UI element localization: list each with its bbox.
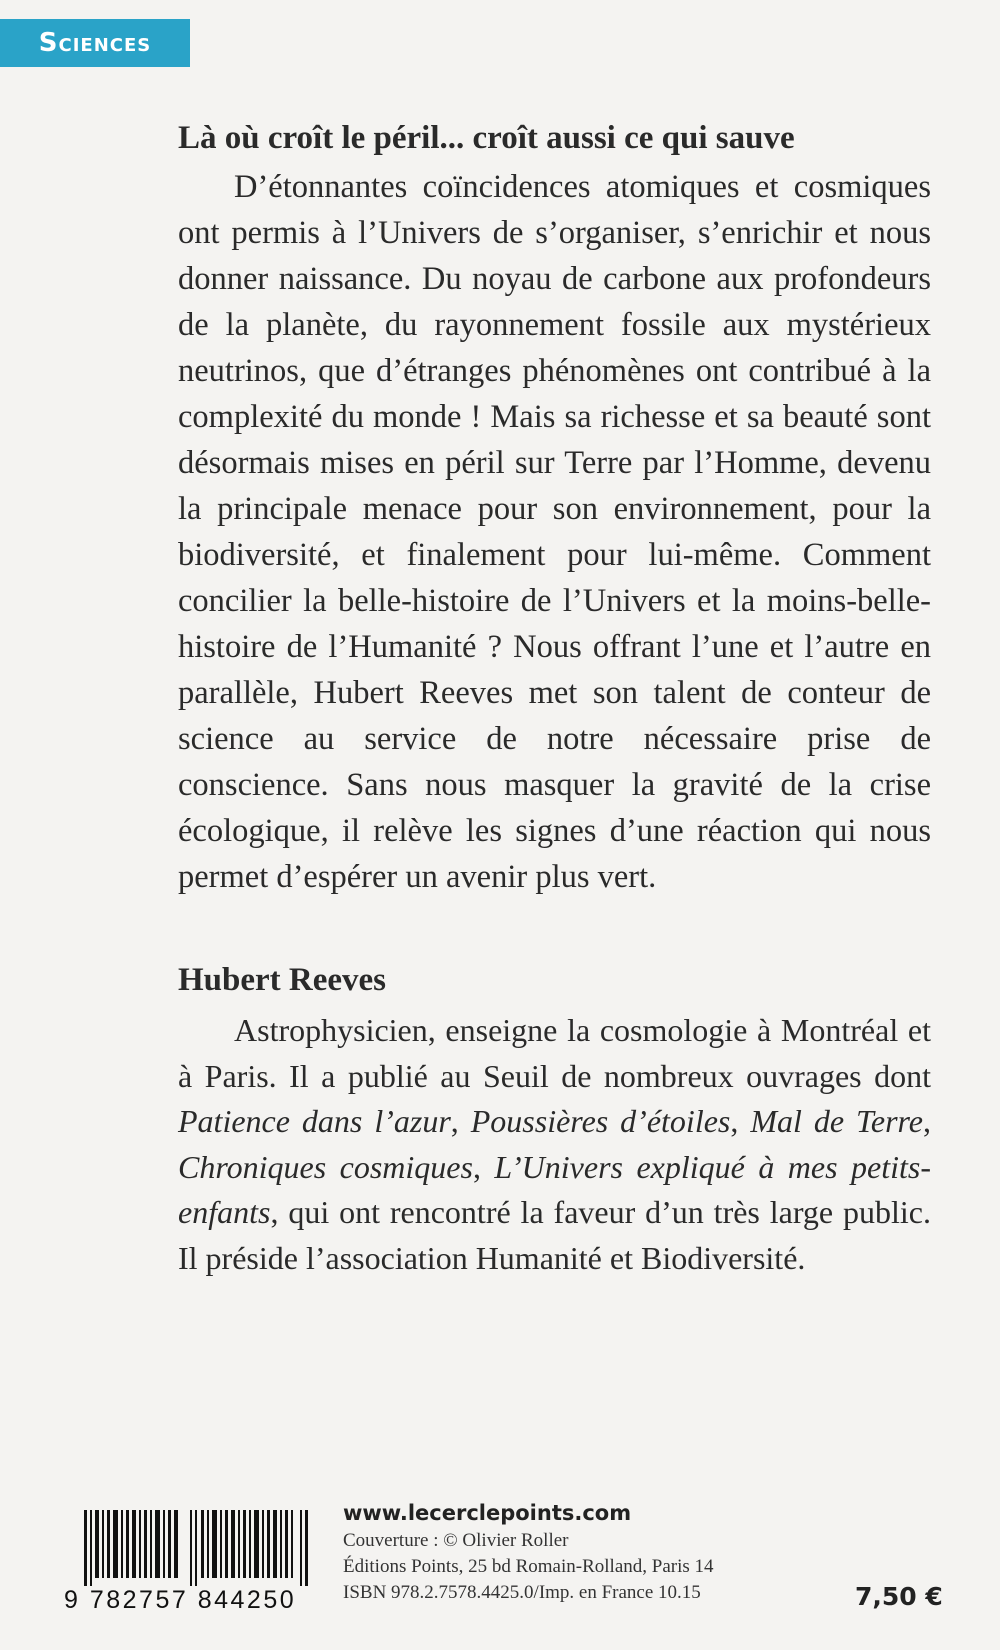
isbn-line: ISBN 978.2.7578.4425.0/Imp. en France 10.15 bbox=[343, 1582, 701, 1603]
bio-separator: , bbox=[472, 1148, 495, 1185]
book-title: L’Univers expliqué à mes petits-enfants bbox=[178, 1148, 931, 1230]
category-tag bbox=[0, 19, 190, 67]
bio-separator: , bbox=[450, 1103, 471, 1139]
publisher-address: Éditions Points, 25 bd Romain-Rolland, Paris 14 bbox=[343, 1556, 714, 1577]
book-title: Patience dans l’azur bbox=[178, 1103, 451, 1139]
category-tag-label: Sciences bbox=[38, 28, 152, 58]
bio-separator: , bbox=[730, 1103, 751, 1139]
book-title: Chroniques cosmiques bbox=[178, 1148, 473, 1185]
publisher-url[interactable]: www.lecerclepoints.com bbox=[343, 1501, 632, 1525]
back-cover-text bbox=[178, 118, 931, 1281]
headline: Là où croît le péril... croît aussi ce qui sauve bbox=[178, 120, 795, 156]
book-title: Mal de Terre bbox=[750, 1103, 924, 1139]
bio-text: , qui ont rencontré la faveur d’un très large public. Il préside l’association Humanité et Biodiversité. bbox=[178, 1194, 931, 1276]
barcode-bars bbox=[64, 1510, 326, 1586]
book-title: Poussières d’étoiles bbox=[470, 1103, 731, 1139]
author-bio bbox=[178, 1008, 931, 1281]
description: D’étonnantes coïncidences atomiques et cosmiques ont permis à l’Univers de s’organiser, s’enrichir et nous donner naissance. Du noyau de carbone aux profondeurs de la planète, du rayonnement fossile aux mystérieux neutrinos, que d’étranges phénomènes ont contribué à la complexité du monde ! Mais sa richesse et sa beauté sont désormais mises en péril sur Terre par l’Homme, devenu la principale menace pour son environnement, pour la biodiversité, et finalement pour lui-même. Comment concilier la belle-histoire de l’Univers et la moins-belle-histoire de l’Humanité ? Nous offrant l’une et l’autre en parallèle, Hubert Reeves met son talent de conteur de science au service de notre nécessaire prise de conscience. Sans nous masquer la gravité de la crise écologique, il relève les signes d’une réaction qui nous permet d’espérer un avenir plus vert. bbox=[178, 169, 931, 895]
barcode-digits: 9 782757 844250 bbox=[64, 1586, 297, 1614]
bio-text: Astrophysicien, enseigne la cosmologie à Montréal et à Paris. Il a publié au Seuil de nombreux ouvrages dont bbox=[178, 1012, 931, 1094]
publisher-info bbox=[343, 1500, 803, 1606]
price: 7,50 € bbox=[855, 1582, 943, 1611]
author-name: Hubert Reeves bbox=[178, 962, 387, 998]
cover-credit: Couverture : © Olivier Roller bbox=[343, 1530, 569, 1551]
bio-separator: , bbox=[923, 1103, 932, 1139]
barcode bbox=[64, 1510, 326, 1614]
